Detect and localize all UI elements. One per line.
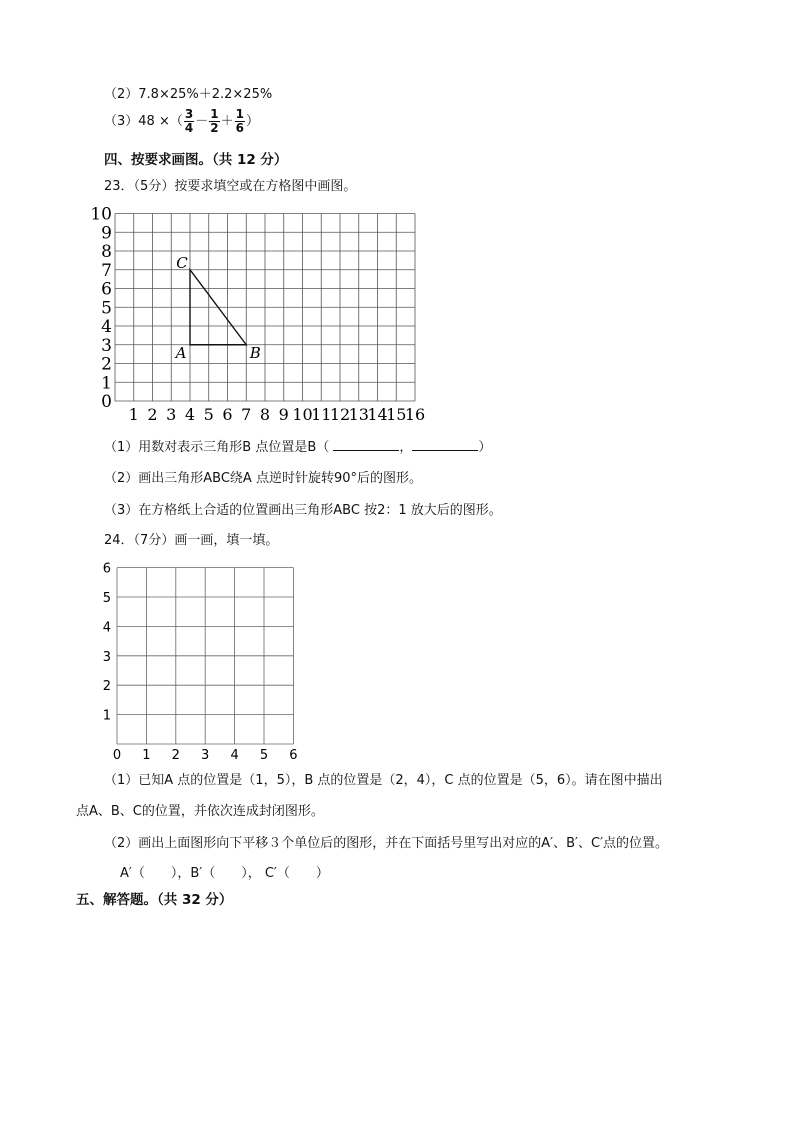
x-tick-label: 2 [147,405,158,424]
fraction-1-6 [235,108,245,135]
x-tick-label: 3 [201,748,210,762]
answer-blank-y[interactable] [412,437,478,451]
frac-denominator: 4 [184,121,194,135]
q23-sub3: （3）在方格纸上合适的位置画出三角形ABC 按2：1 放大后的图形。 [104,503,502,518]
x-tick-label: 8 [259,405,271,424]
frac-numerator: 1 [235,107,244,121]
calc-item-2: （2）7.8×25%＋2.2×25% [104,87,273,102]
frac-denominator: 6 [235,121,244,135]
x-tick-label: 3 [166,405,177,424]
x-tick-label: 6 [289,748,298,762]
point-label-a: A [175,343,187,362]
x-tick-label: 15 [386,405,407,424]
y-tick-label: 2 [102,679,111,695]
answer-blank-x[interactable] [333,437,399,451]
y-tick-label: 1 [102,708,111,724]
y-tick-label: 4 [102,620,111,636]
x-tick-label: 6 [222,405,233,424]
minus-sign: － [195,114,209,129]
x-tick-label: 13 [348,405,369,424]
frac-numerator: 3 [184,107,194,121]
calc-item-3-prefix: （3）48 ×（ [104,114,183,129]
q23-sub2: （2）画出三角形ABC绕A 点逆时针旋转90°后的图形。 [104,471,422,486]
q23-sub1 [104,436,491,455]
q24-sub1-line1: （1）已知A 点的位置是（1，5），B 点的位置是（2，4），C 点的位置是（5，6）。请在图中描出 [104,773,663,788]
plus-sign: ＋ [220,114,234,129]
y-tick-label: 8 [101,242,112,262]
x-tick-label: 14 [367,405,388,424]
calc-item-3 [104,108,259,135]
y-tick-label: 2 [101,354,112,375]
x-tick-label: 10 [292,405,313,424]
fraction-1-2 [209,108,219,135]
x-tick-label: 4 [230,748,239,762]
q23-sub1-sep: ， [399,440,413,455]
q24-stem: 24．（7分）画一画，填一填。 [104,533,279,548]
y-tick-label: 3 [102,649,111,665]
q24-answer-brackets[interactable]: A′（ ），B′（ ）， C′（ ） [120,866,329,881]
y-tick-label: 5 [101,298,112,319]
q23-sub1-text: （1）用数对表示三角形B 点位置是B（ [104,440,330,455]
y-tick-label: 9 [101,223,112,244]
y-tick-label: 7 [101,260,112,281]
y-tick-label: 10 [90,204,112,225]
x-tick-label: 16 [404,405,426,424]
y-tick-label: 1 [101,373,112,394]
q23-x-axis-labels [129,405,426,424]
x-tick-label: 9 [278,405,289,424]
point-label-c: C [176,253,188,272]
x-tick-label: 5 [203,405,214,424]
x-tick-label: 12 [329,405,351,424]
q24-sub1-line2: 点A、B、C的位置，并依次连成封闭图形。 [76,804,324,819]
point-label-b: B [249,343,261,362]
x-tick-label: 5 [259,748,269,762]
section-5-title: 五、解答题。（共 32 分） [76,892,233,908]
q23-stem: 23．（5分）按要求填空或在方格图中画图。 [104,179,357,194]
y-tick-label: 5 [102,591,111,606]
x-tick-label: 0 [112,748,122,762]
frac-numerator: 1 [210,107,219,121]
frac-denominator: 2 [210,121,219,135]
y-tick-label: 0 [101,392,112,412]
x-tick-label: 11 [311,405,332,424]
calc-item-3-suffix: ） [245,114,259,129]
x-tick-label: 7 [241,405,252,424]
q23-grid-lines [115,214,415,402]
q24-grid-lines [117,568,293,744]
fraction-3-4 [184,108,194,135]
section-4-title: 四、按要求画图。（共 12 分） [104,152,288,168]
q24-coordinate-grid[interactable] [95,557,310,762]
q23-coordinate-grid[interactable] [88,202,433,427]
q23-y-axis-labels [90,205,112,413]
x-tick-label: 1 [128,405,139,424]
y-tick-label: 6 [102,561,111,577]
x-tick-label: 4 [184,405,196,424]
q24-y-axis-labels [103,562,111,724]
q24-sub2: （2）画出上面图形向下平移３个单位后的图形，并在下面括号里写出对应的A′、B′、C′点的位置。 [104,836,669,851]
y-tick-label: 4 [101,317,112,337]
x-tick-label: 2 [171,748,180,762]
q24-x-axis-labels [113,748,298,762]
y-tick-label: 6 [101,279,112,300]
q23-sub1-end: ） [478,440,492,455]
y-tick-label: 3 [101,335,112,356]
x-tick-label: 1 [142,748,151,762]
